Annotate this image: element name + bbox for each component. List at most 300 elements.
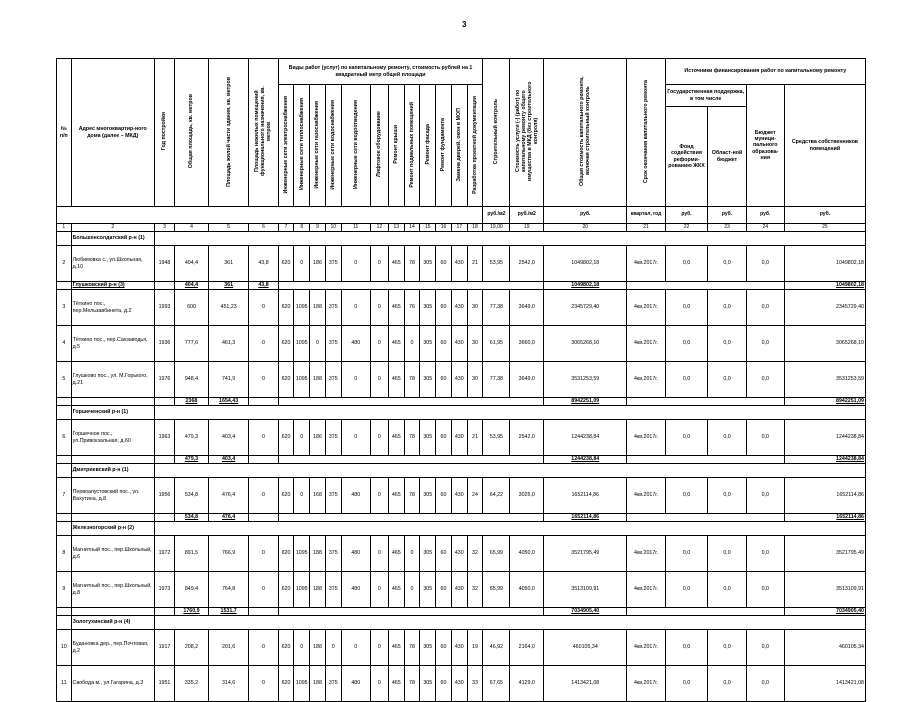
value-cell: 741,9	[208, 362, 249, 398]
value-cell: 480	[341, 326, 370, 362]
blank-cell	[57, 464, 72, 478]
value-cell: 46,92	[483, 630, 510, 666]
value-cell: 78	[404, 420, 420, 456]
value-cell: 460105,34	[544, 630, 627, 666]
value-cell: 0	[341, 246, 370, 282]
value-cell: 620	[278, 290, 294, 326]
header-work-1: Инженерные сети электроснабжения	[282, 95, 289, 194]
subtotal-label: Глушковский р-н (3)	[71, 282, 154, 290]
value-cell: 61,95	[483, 326, 510, 362]
value-cell: 0	[249, 630, 278, 666]
value-cell: 0,0	[746, 630, 784, 666]
value-cell: 0	[370, 362, 388, 398]
subtotal-owners: 8942251,09	[784, 398, 865, 406]
address-cell: Первоапустовский пос., ул. Вахутина, д.8	[71, 478, 154, 514]
value-cell: 60	[436, 362, 452, 398]
blank-cell	[57, 514, 72, 522]
value-cell: 0,0	[708, 246, 746, 282]
value-cell: 0	[294, 630, 310, 666]
value-cell: 24	[467, 478, 483, 514]
value-cell: 305	[420, 290, 436, 326]
unit-label: руб.	[544, 207, 627, 224]
blank-cell	[154, 608, 174, 616]
value-cell: 4кв.2017г.	[627, 666, 665, 702]
value-cell: 3521795,49	[544, 536, 627, 572]
blank-cell	[57, 616, 72, 630]
header-work-8: Ремонт подвальных помещений	[408, 101, 415, 188]
value-cell: 65,99	[483, 536, 510, 572]
value-cell: 186	[310, 246, 326, 282]
value-cell: 78	[404, 630, 420, 666]
value-cell: 0,0	[746, 326, 784, 362]
blank-cell	[627, 608, 785, 616]
value-cell: 0,0	[708, 630, 746, 666]
value-cell: 0,0	[665, 478, 708, 514]
address-cell: Магнитный пос., пер.Школьный, д.6	[71, 536, 154, 572]
subtotal-area: 534,8	[175, 514, 209, 522]
value-cell: 375	[325, 478, 341, 514]
column-number: 14	[404, 224, 420, 232]
table-row	[57, 290, 866, 326]
address-cell: Тёткино пос., пер.Сахзаводья, д.5	[71, 326, 154, 362]
value-cell: 1413421,08	[544, 666, 627, 702]
address-cell: Будановка дер., пер.Почтовая, д.2	[71, 630, 154, 666]
column-number: 23	[708, 224, 746, 232]
value-cell: 891,5	[175, 536, 209, 572]
header-municipal: Бюджет муници-пального образова-ния	[746, 85, 784, 207]
value-cell: 4кв.2017г.	[627, 290, 665, 326]
column-number: 15	[420, 224, 436, 232]
subtotal-row	[57, 456, 866, 464]
column-number: 8	[294, 224, 310, 232]
value-cell: 77,38	[483, 362, 510, 398]
value-cell: 404,4	[175, 246, 209, 282]
row-number: 11	[57, 666, 72, 702]
column-number: 12	[370, 224, 388, 232]
value-cell: 4050,0	[510, 536, 544, 572]
subtotal-row	[57, 608, 866, 616]
column-number: 25	[784, 224, 865, 232]
value-cell: 1095	[294, 362, 310, 398]
header-deadline: Срок окончания капитального ремонта	[642, 79, 649, 184]
table-row	[57, 536, 866, 572]
value-cell: 1244238,84	[544, 420, 627, 456]
value-cell: 0,0	[708, 290, 746, 326]
value-cell: 0	[370, 246, 388, 282]
value-cell: 0	[294, 420, 310, 456]
value-cell: 0	[249, 420, 278, 456]
header-work-9: Ремонт фасада	[424, 124, 431, 165]
value-cell: 0	[370, 572, 388, 608]
value-cell: 188	[310, 572, 326, 608]
value-cell: 30	[467, 290, 483, 326]
subtotal-area: 2368	[175, 398, 209, 406]
value-cell: 0,0	[665, 666, 708, 702]
value-cell: 1095	[294, 536, 310, 572]
row-number: 9	[57, 572, 72, 608]
row-number: 10	[57, 630, 72, 666]
value-cell: 188	[310, 290, 326, 326]
district-name: Большенсолдатский р-н (1)	[71, 232, 154, 246]
value-cell: 375	[325, 420, 341, 456]
value-cell: 0	[294, 246, 310, 282]
value-cell: 1963	[154, 420, 174, 456]
value-cell: 0,0	[708, 420, 746, 456]
row-number: 7	[57, 478, 72, 514]
table-row	[57, 420, 866, 456]
value-cell: 0	[370, 290, 388, 326]
value-cell: 0,0	[665, 362, 708, 398]
value-cell: 3025,0	[510, 478, 544, 514]
value-cell: 620	[278, 630, 294, 666]
value-cell: 430	[451, 572, 467, 608]
subtotal-living: 1654,43	[208, 398, 249, 406]
subtotal-nonres	[249, 608, 278, 616]
value-cell: 3649,0	[510, 290, 544, 326]
value-cell: 0	[294, 478, 310, 514]
value-cell: 0	[341, 630, 370, 666]
value-cell: 0,0	[746, 290, 784, 326]
value-cell: 60	[436, 246, 452, 282]
blank-cell	[154, 398, 174, 406]
unit-label: руб.	[708, 207, 746, 224]
value-cell: 0,0	[746, 666, 784, 702]
value-cell: 305	[420, 666, 436, 702]
value-cell: 0,0	[746, 478, 784, 514]
value-cell: 1956	[154, 478, 174, 514]
subtotal-label	[71, 456, 154, 464]
value-cell: 430	[451, 290, 467, 326]
value-cell: 1917	[154, 630, 174, 666]
value-cell: 430	[451, 666, 467, 702]
value-cell: 3513109,91	[784, 572, 865, 608]
column-number: 21	[627, 224, 665, 232]
value-cell: 375	[325, 290, 341, 326]
value-cell: 1652114,86	[544, 478, 627, 514]
subtotal-owners: 1244238,84	[784, 456, 865, 464]
blank-cell	[154, 464, 865, 478]
value-cell: 0	[370, 666, 388, 702]
header-works-group: Виды работ (услуг) по капитальному ремонту, стоимость рублей на 1 квадратный метр общей площади	[278, 59, 483, 85]
value-cell: 43,8	[249, 246, 278, 282]
unit-label: руб.	[746, 207, 784, 224]
value-cell: 375	[325, 536, 341, 572]
column-number: 9	[310, 224, 326, 232]
value-cell: 465	[388, 666, 404, 702]
value-cell: 620	[278, 246, 294, 282]
value-cell: 403,4	[208, 420, 249, 456]
value-cell: 0	[404, 536, 420, 572]
value-cell: 78	[404, 246, 420, 282]
blank-cell	[154, 406, 865, 420]
value-cell: 948,4	[175, 362, 209, 398]
subtotal-living: 403,4	[208, 456, 249, 464]
value-cell: 305	[420, 572, 436, 608]
value-cell: 4кв.2017г.	[627, 536, 665, 572]
address-cell: Глушково пос., ул. М.Горького, д.21	[71, 362, 154, 398]
header-work-4: Инженерные сети водоснабжения	[330, 99, 337, 190]
value-cell: 305	[420, 420, 436, 456]
value-cell: 0,0	[665, 326, 708, 362]
blank-cell	[57, 608, 72, 616]
value-cell: 305	[420, 246, 436, 282]
value-cell: 1413421,08	[784, 666, 865, 702]
subtotal-cost: 1244238,84	[544, 456, 627, 464]
value-cell: 620	[278, 326, 294, 362]
blank-cell	[57, 456, 72, 464]
column-number: 2	[71, 224, 154, 232]
value-cell: 305	[420, 630, 436, 666]
value-cell: 3065268,10	[784, 326, 865, 362]
subtotal-nonres: 43,8	[249, 282, 278, 290]
value-cell: 19	[467, 630, 483, 666]
value-cell: 1951	[154, 666, 174, 702]
value-cell: 480	[341, 478, 370, 514]
value-cell: 465	[388, 536, 404, 572]
value-cell: 3649,0	[510, 362, 544, 398]
value-cell: 60	[436, 478, 452, 514]
value-cell: 0	[370, 630, 388, 666]
district-row	[57, 522, 866, 536]
value-cell: 1095	[294, 290, 310, 326]
header-sources-group: Источники финансирования работ по капитальному ремонту	[665, 59, 865, 85]
subtotal-area: 404,4	[175, 282, 209, 290]
value-cell: 361	[208, 246, 249, 282]
value-cell: 0,0	[708, 326, 746, 362]
table-row	[57, 478, 866, 514]
value-cell: 60	[436, 420, 452, 456]
value-cell: 0	[404, 326, 420, 362]
value-cell: 0,0	[708, 666, 746, 702]
value-cell: 375	[325, 666, 341, 702]
value-cell: 0	[310, 326, 326, 362]
table-row	[57, 362, 866, 398]
value-cell: 430	[451, 420, 467, 456]
value-cell: 4кв.2017г.	[627, 572, 665, 608]
column-number: 7	[278, 224, 294, 232]
blank-cell	[154, 522, 865, 536]
value-cell: 0	[249, 536, 278, 572]
value-cell: 208,2	[175, 630, 209, 666]
column-number: 16	[436, 224, 452, 232]
value-cell: 0,0	[665, 536, 708, 572]
value-cell: 21	[467, 246, 483, 282]
value-cell: 0,0	[746, 572, 784, 608]
value-cell: 60	[436, 666, 452, 702]
value-cell: 0,0	[665, 420, 708, 456]
value-cell: 1936	[154, 326, 174, 362]
value-cell: 375	[325, 362, 341, 398]
value-cell: 1095	[294, 326, 310, 362]
unit-label: руб.	[784, 207, 865, 224]
subtotal-label	[71, 608, 154, 616]
district-row	[57, 616, 866, 630]
value-cell: 0	[341, 290, 370, 326]
value-cell: 0	[249, 326, 278, 362]
header-work-10: Ремонт фундамента	[440, 117, 447, 172]
blank-cell	[278, 608, 544, 616]
table-row	[57, 246, 866, 282]
header-total-area: Общая площадь, кв. метров	[188, 94, 195, 169]
value-cell: 0,0	[746, 420, 784, 456]
value-cell: 4кв.2017г.	[627, 326, 665, 362]
blank-cell	[278, 282, 544, 290]
value-cell: 2542,0	[510, 246, 544, 282]
value-cell: 534,8	[175, 478, 209, 514]
value-cell: 0	[249, 362, 278, 398]
value-cell: 188	[310, 362, 326, 398]
column-number: 3	[154, 224, 174, 232]
blank-cell	[627, 514, 785, 522]
value-cell: 0,0	[665, 290, 708, 326]
blank-cell	[627, 398, 785, 406]
header-work-3: Инженерные сети газоснабжения	[314, 100, 321, 189]
value-cell: 0,0	[665, 630, 708, 666]
value-cell: 620	[278, 478, 294, 514]
row-number: 8	[57, 536, 72, 572]
value-cell: 0	[249, 572, 278, 608]
blank-cell	[278, 514, 544, 522]
value-cell: 314,6	[208, 666, 249, 702]
value-cell: 4050,0	[510, 572, 544, 608]
value-cell: 0	[370, 478, 388, 514]
subtotal-living: 361	[208, 282, 249, 290]
value-cell: 78	[404, 666, 420, 702]
value-cell: 2345729,40	[784, 290, 865, 326]
header-no: № п/п	[57, 59, 72, 207]
value-cell: 0,0	[665, 572, 708, 608]
value-cell: 78	[404, 362, 420, 398]
row-number: 3	[57, 290, 72, 326]
value-cell: 479,3	[175, 420, 209, 456]
value-cell: 188	[310, 666, 326, 702]
value-cell: 777,6	[175, 326, 209, 362]
value-cell: 1049802,18	[784, 246, 865, 282]
value-cell: 1993	[154, 290, 174, 326]
header-work-12: Разработка проектной документации	[471, 95, 478, 194]
value-cell: 600	[175, 290, 209, 326]
subtotal-cost: 1652114,86	[544, 514, 627, 522]
value-cell: 53,95	[483, 246, 510, 282]
column-number: 19,00	[483, 224, 510, 232]
value-cell: 335,2	[175, 666, 209, 702]
value-cell: 1244238,84	[784, 420, 865, 456]
value-cell: 4кв.2017г.	[627, 630, 665, 666]
header-work-5: Инженерные сети водоотведения	[352, 99, 359, 189]
value-cell: 3513109,91	[544, 572, 627, 608]
value-cell: 1948	[154, 246, 174, 282]
district-name: Дмитриевский р-н (1)	[71, 464, 154, 478]
value-cell: 620	[278, 572, 294, 608]
subtotal-nonres	[249, 514, 278, 522]
header-control: Строительный контроль	[493, 98, 500, 165]
district-row	[57, 232, 866, 246]
value-cell: 3660,0	[510, 326, 544, 362]
value-cell: 2345729,40	[544, 290, 627, 326]
value-cell: 465	[388, 362, 404, 398]
value-cell: 480	[341, 536, 370, 572]
value-cell: 188	[310, 536, 326, 572]
value-cell: 465	[388, 572, 404, 608]
subtotal-living: 476,4	[208, 514, 249, 522]
address-cell: Магнитный пос., пер.Школьный, д.8	[71, 572, 154, 608]
blank-cell	[57, 232, 72, 246]
column-number: 1	[57, 224, 72, 232]
value-cell: 375	[325, 246, 341, 282]
district-row	[57, 406, 866, 420]
value-cell: 186	[310, 420, 326, 456]
value-cell: 2542,0	[510, 420, 544, 456]
district-name: Золотухинский р-н (4)	[71, 616, 154, 630]
header-owners: Средства собственников помещений	[784, 85, 865, 207]
value-cell: 465	[388, 420, 404, 456]
value-cell: 1095	[294, 572, 310, 608]
value-cell: 0	[370, 326, 388, 362]
header-work-2: Инженерные сети теплоснабжения	[298, 98, 305, 191]
column-number: 22	[665, 224, 708, 232]
blank-cell	[627, 456, 785, 464]
column-number: 17	[451, 224, 467, 232]
header-state-support: Государственная поддержка, в том числе	[665, 85, 746, 107]
value-cell: 480	[341, 572, 370, 608]
subtotal-label	[71, 514, 154, 522]
subtotal-cost: 8942251,09	[544, 398, 627, 406]
value-cell: 78	[404, 478, 420, 514]
value-cell: 76	[404, 290, 420, 326]
subtotal-living: 1531,7	[208, 608, 249, 616]
value-cell: 465	[388, 326, 404, 362]
subtotal-owners: 1652114,86	[784, 514, 865, 522]
value-cell: 766,9	[208, 536, 249, 572]
value-cell: 201,6	[208, 630, 249, 666]
row-number: 5	[57, 362, 72, 398]
column-number: 18	[467, 224, 483, 232]
column-number: 10	[325, 224, 341, 232]
capital-repair-table	[56, 58, 866, 702]
column-number: 6	[249, 224, 278, 232]
value-cell: 305	[420, 478, 436, 514]
header-fund: Фонд содействия реформи-рованию ЖКХ	[665, 107, 708, 207]
subtotal-nonres	[249, 456, 278, 464]
value-cell: 32	[467, 572, 483, 608]
value-cell: 0	[249, 478, 278, 514]
blank-cell	[154, 616, 865, 630]
subtotal-cost: 7034905,40	[544, 608, 627, 616]
value-cell: 65,99	[483, 572, 510, 608]
value-cell: 465	[388, 246, 404, 282]
unit-label: руб.	[665, 207, 708, 224]
value-cell: 764,8	[208, 572, 249, 608]
value-cell: 0	[249, 666, 278, 702]
value-cell: 4129,0	[510, 666, 544, 702]
header-address: Адрес многоквартир-ного дома (далее – МКД)	[71, 59, 154, 207]
header-year: Год постройки	[161, 112, 168, 151]
header-work-11: Замена дверей, окон в МОП	[456, 107, 463, 182]
value-cell: 30	[467, 362, 483, 398]
value-cell: 0,0	[746, 536, 784, 572]
value-cell: 0,0	[746, 246, 784, 282]
subtotal-area: 479,3	[175, 456, 209, 464]
value-cell: 465	[388, 290, 404, 326]
value-cell: 0	[370, 536, 388, 572]
value-cell: 0,0	[708, 362, 746, 398]
value-cell: 1976	[154, 362, 174, 398]
value-cell: 3065268,10	[544, 326, 627, 362]
value-cell: 620	[278, 362, 294, 398]
blank-cell	[154, 282, 174, 290]
value-cell: 430	[451, 478, 467, 514]
value-cell: 0	[404, 572, 420, 608]
